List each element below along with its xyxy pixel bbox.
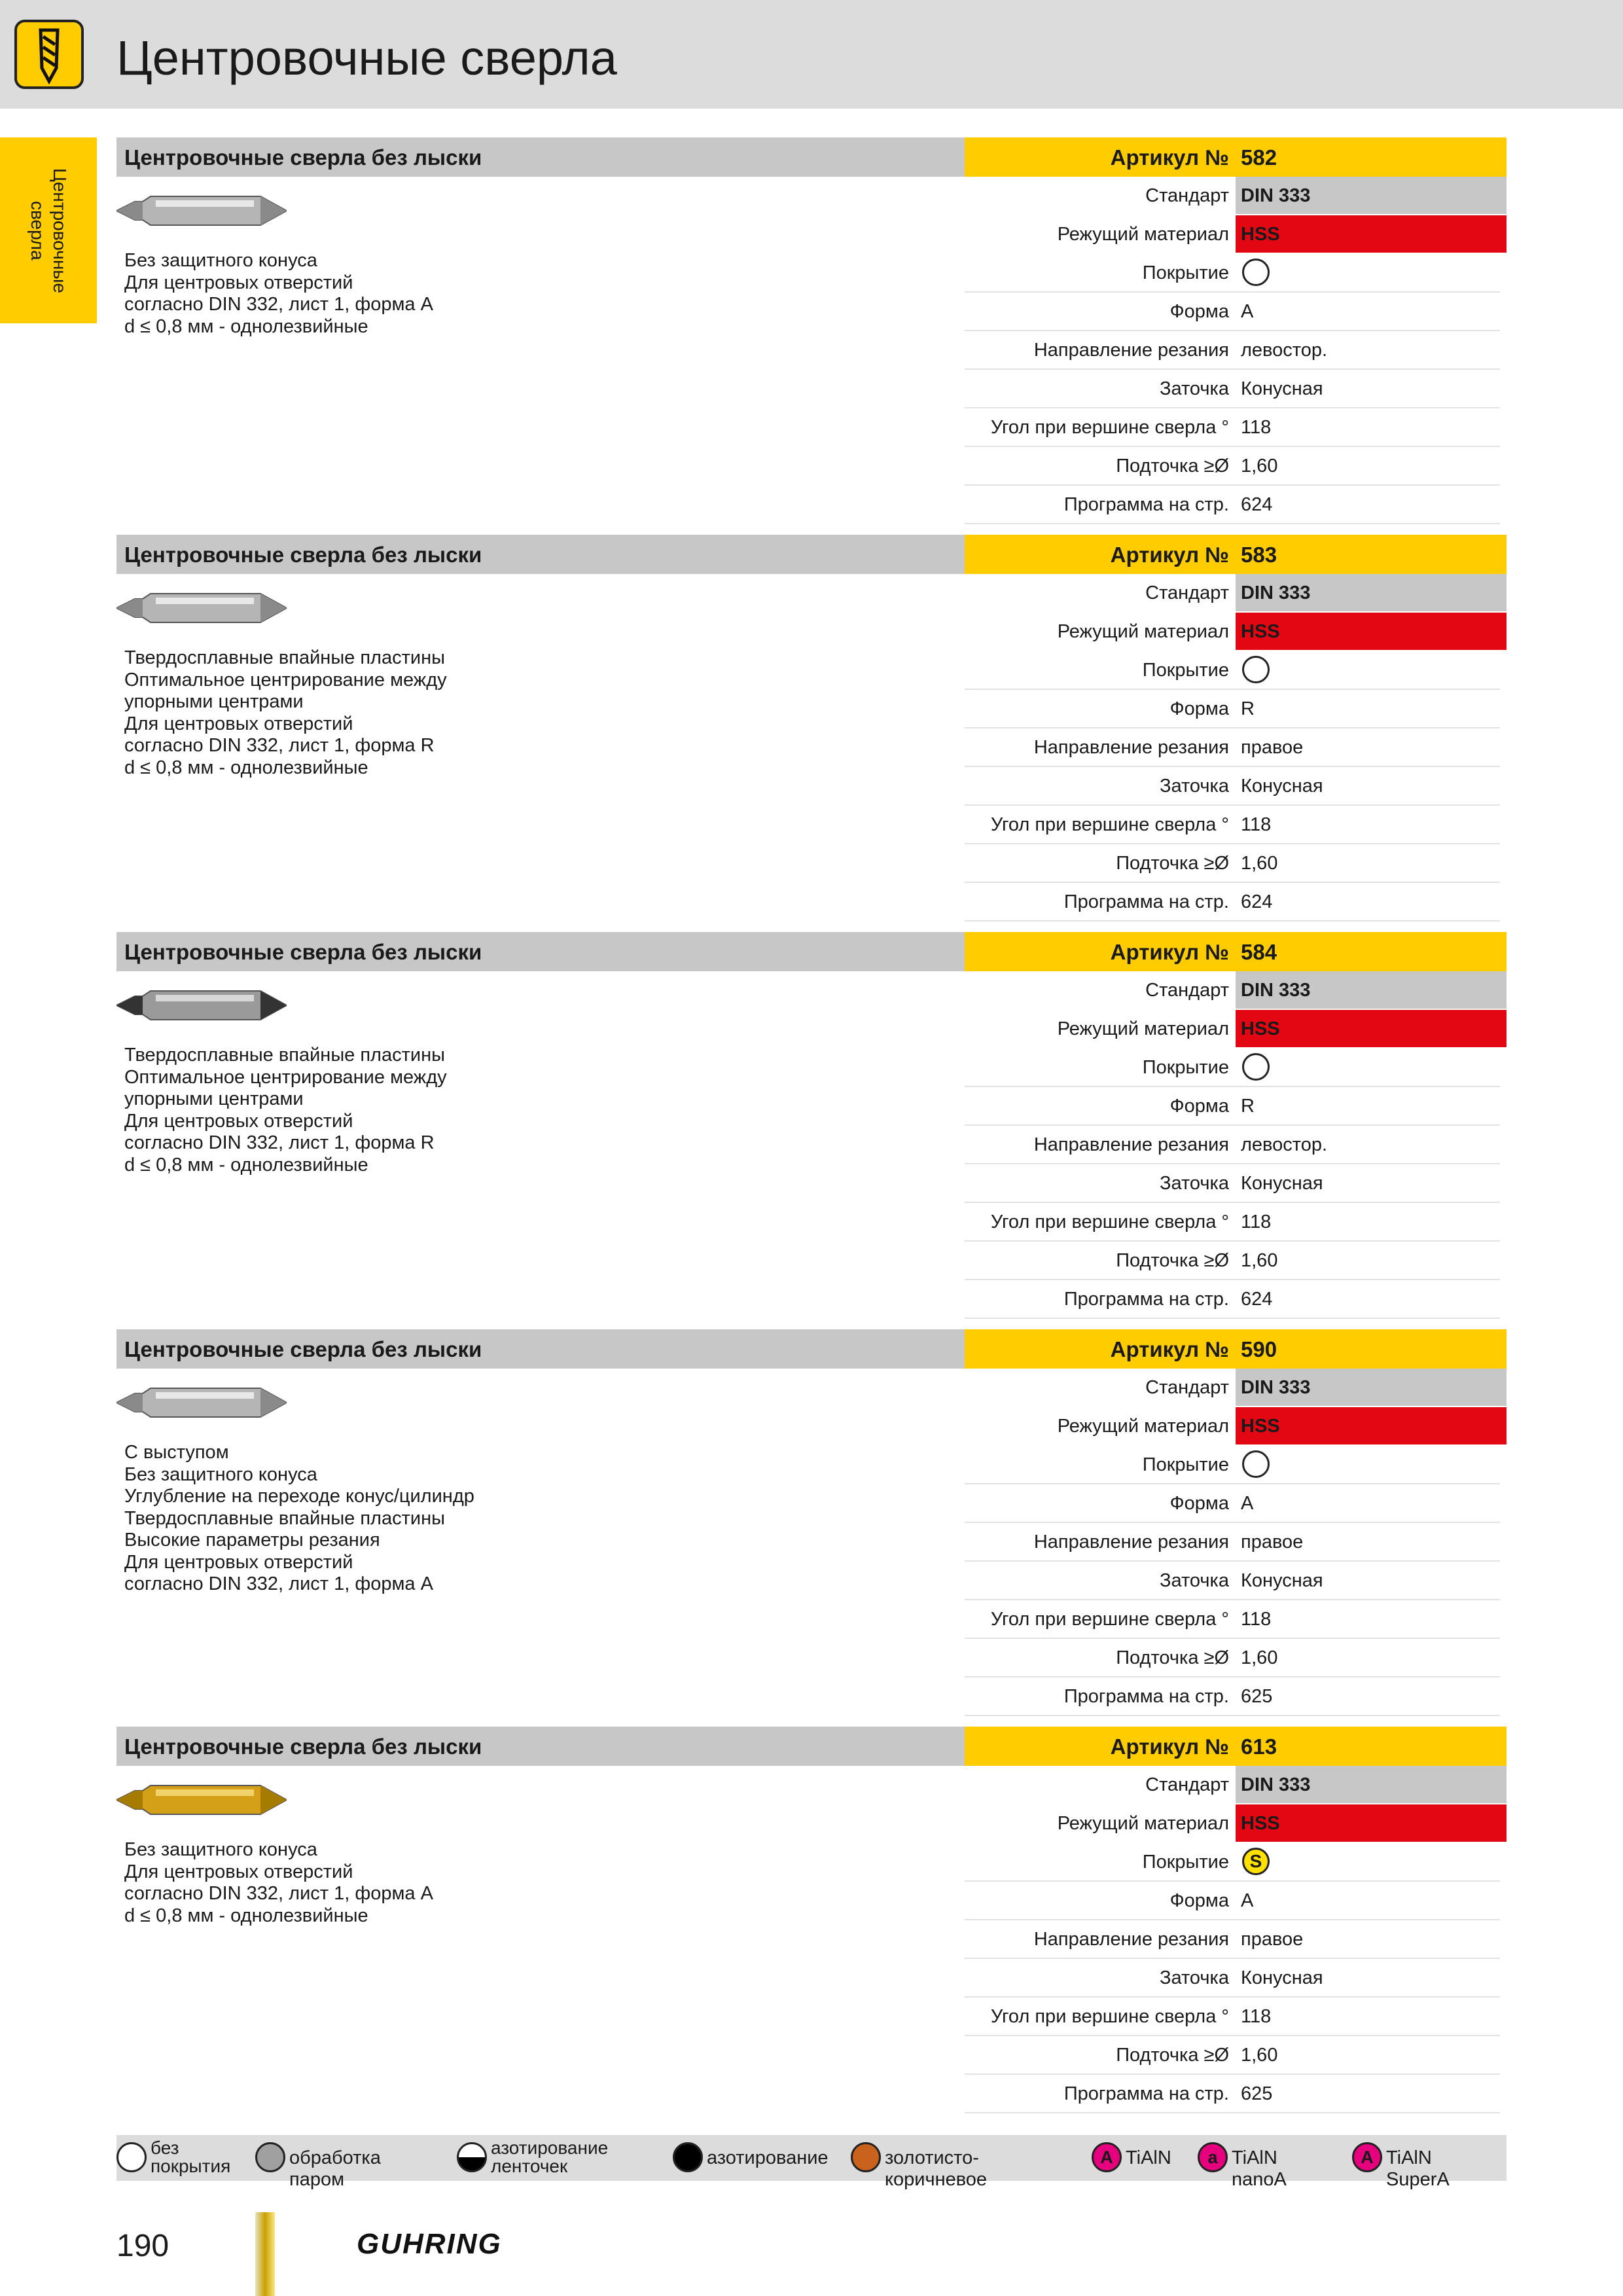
point-cell bbox=[1236, 1164, 1507, 1202]
standard-label: Стандарт bbox=[1145, 1774, 1229, 1795]
spec-row-form bbox=[965, 690, 1507, 728]
brown-circle-icon bbox=[851, 2142, 881, 2172]
angle-value: 118 bbox=[1241, 2006, 1272, 2027]
material-value: HSS bbox=[1241, 621, 1280, 642]
material-cell bbox=[1236, 1010, 1507, 1047]
form-value: A bbox=[1241, 1493, 1254, 1514]
description-line: Для центровых отверстий bbox=[124, 713, 353, 734]
section-header bbox=[116, 1329, 965, 1369]
spec-row-thinning bbox=[965, 1639, 1507, 1677]
page-number: 190 bbox=[116, 2229, 169, 2263]
spec-row-coating bbox=[965, 254, 1507, 293]
form-cell bbox=[1236, 1087, 1507, 1124]
description-line: согласно DIN 332, лист 1, форма А bbox=[124, 1883, 433, 1904]
angle-cell bbox=[1236, 1998, 1507, 2035]
program-label: Программа на стр. bbox=[1063, 494, 1229, 515]
empty-circle-icon bbox=[116, 2142, 147, 2172]
direction-value: правое bbox=[1241, 1929, 1304, 1950]
spec-row-thinning bbox=[965, 1242, 1507, 1280]
article-header bbox=[965, 1329, 1507, 1369]
tialn-nano-circle-icon bbox=[1198, 2142, 1228, 2172]
drill-image bbox=[116, 191, 287, 230]
row-divider bbox=[965, 920, 1500, 922]
standard-cell bbox=[1236, 1369, 1507, 1406]
spec-row-point bbox=[965, 1562, 1507, 1600]
thinning-value: 1,60 bbox=[1241, 1647, 1278, 1668]
direction-label: Направление резания bbox=[1033, 1929, 1229, 1950]
coating-label: Покрытие bbox=[1142, 262, 1229, 283]
drill-image bbox=[116, 1383, 287, 1422]
point-value: Конусная bbox=[1241, 1967, 1323, 1988]
section-title: Центровочные сверла без лыски bbox=[124, 543, 482, 567]
coating-cell bbox=[1236, 1049, 1507, 1086]
form-label: Форма bbox=[1169, 698, 1229, 719]
description-line: согласно DIN 332, лист 1, форма А bbox=[124, 294, 433, 315]
standard-label: Стандарт bbox=[1145, 1377, 1229, 1398]
material-label: Режущий материал bbox=[1057, 1018, 1229, 1039]
direction-cell bbox=[1236, 728, 1507, 766]
spec-row-direction bbox=[965, 1920, 1507, 1959]
legend-letter: A bbox=[1100, 2147, 1113, 2167]
product-section bbox=[116, 1727, 1507, 2124]
legend-letter: A bbox=[1361, 2147, 1374, 2167]
thinning-value: 1,60 bbox=[1241, 456, 1278, 476]
section-description bbox=[124, 1839, 910, 1927]
drill-image bbox=[116, 1780, 287, 1820]
angle-value: 118 bbox=[1241, 417, 1272, 438]
standard-label: Стандарт bbox=[1145, 185, 1229, 206]
direction-label: Направление резания bbox=[1033, 737, 1229, 758]
half-circle-icon bbox=[457, 2142, 487, 2172]
spec-row-angle bbox=[965, 1600, 1507, 1639]
article-label: Артикул № bbox=[1110, 1337, 1229, 1361]
thinning-cell bbox=[1236, 447, 1507, 484]
spec-row-program bbox=[965, 1280, 1507, 1319]
spec-row-thinning bbox=[965, 447, 1507, 486]
section-title: Центровочные сверла без лыски bbox=[124, 1337, 482, 1361]
article-number: 583 bbox=[1241, 543, 1277, 567]
point-label: Заточка bbox=[1159, 776, 1229, 797]
spec-row-point bbox=[965, 1164, 1507, 1203]
legend-label: азотирование ленточек bbox=[491, 2138, 609, 2176]
point-label: Заточка bbox=[1159, 1570, 1229, 1591]
drill-image bbox=[116, 588, 287, 628]
direction-cell bbox=[1236, 1523, 1507, 1560]
program-cell bbox=[1236, 1677, 1507, 1715]
spec-row-material bbox=[965, 613, 1507, 651]
thinning-cell bbox=[1236, 844, 1507, 882]
section-header bbox=[116, 137, 965, 177]
spec-row-standard bbox=[965, 1369, 1507, 1407]
uncoated-icon bbox=[1242, 656, 1270, 683]
spec-row-direction bbox=[965, 1126, 1507, 1164]
program-label: Программа на стр. bbox=[1063, 2083, 1229, 2104]
direction-label: Направление резания bbox=[1033, 340, 1229, 361]
standard-value: DIN 333 bbox=[1241, 1377, 1311, 1398]
thinning-cell bbox=[1236, 1639, 1507, 1676]
spec-row-direction bbox=[965, 331, 1507, 370]
article-header bbox=[965, 137, 1507, 177]
description-line: согласно DIN 332, лист 1, форма R bbox=[124, 1132, 435, 1153]
article-number: 613 bbox=[1241, 1734, 1277, 1759]
coating-label: Покрытие bbox=[1142, 1454, 1229, 1475]
spec-row-coating bbox=[965, 1843, 1507, 1882]
section-header bbox=[116, 535, 965, 574]
uncoated-icon bbox=[1242, 259, 1270, 286]
coating-s-icon: S bbox=[1242, 1848, 1270, 1875]
material-cell bbox=[1236, 1804, 1507, 1842]
thinning-value: 1,60 bbox=[1241, 1250, 1278, 1271]
coating-cell bbox=[1236, 254, 1507, 291]
angle-value: 118 bbox=[1241, 1211, 1272, 1232]
uncoated-icon bbox=[1242, 1053, 1270, 1081]
description-line: С выступом bbox=[124, 1442, 229, 1463]
spec-row-program bbox=[965, 486, 1507, 524]
point-value: Конусная bbox=[1241, 1173, 1323, 1194]
description-line: Без защитного конуса bbox=[124, 250, 317, 271]
thinning-label: Подточка ≥Ø bbox=[1116, 1647, 1229, 1668]
form-value: R bbox=[1241, 698, 1255, 719]
program-cell bbox=[1236, 1280, 1507, 1318]
description-line: d ≤ 0,8 мм - однолезвийные bbox=[124, 1905, 368, 1926]
material-value: HSS bbox=[1241, 1018, 1280, 1039]
article-header bbox=[965, 932, 1507, 971]
thinning-label: Подточка ≥Ø bbox=[1116, 853, 1229, 874]
spec-row-angle bbox=[965, 806, 1507, 844]
material-label: Режущий материал bbox=[1057, 1813, 1229, 1834]
material-cell bbox=[1236, 1407, 1507, 1444]
product-section bbox=[116, 137, 1507, 535]
point-label: Заточка bbox=[1159, 1967, 1229, 1988]
description-line: Оптимальное центрирование между bbox=[124, 669, 447, 691]
spec-row-form bbox=[965, 293, 1507, 331]
program-value: 625 bbox=[1241, 1686, 1273, 1707]
direction-cell bbox=[1236, 331, 1507, 368]
article-number: 582 bbox=[1241, 145, 1277, 170]
legend-label: TiAlN SuperA bbox=[1386, 2147, 1450, 2190]
material-value: HSS bbox=[1241, 1416, 1280, 1437]
form-value: R bbox=[1241, 1096, 1255, 1117]
description-line: Для центровых отверстий bbox=[124, 1110, 353, 1132]
form-cell bbox=[1236, 690, 1507, 727]
direction-value: правое bbox=[1241, 737, 1304, 758]
row-divider bbox=[965, 1318, 1500, 1319]
form-value: A bbox=[1241, 301, 1254, 322]
row-divider bbox=[965, 523, 1500, 524]
program-label: Программа на стр. bbox=[1063, 1686, 1229, 1707]
direction-label: Направление резания bbox=[1033, 1134, 1229, 1155]
spec-row-angle bbox=[965, 1998, 1507, 2036]
direction-cell bbox=[1236, 1920, 1507, 1958]
form-value: A bbox=[1241, 1890, 1254, 1911]
description-line: упорными центрами bbox=[124, 1088, 304, 1109]
coating-cell bbox=[1236, 1843, 1507, 1880]
material-label: Режущий материал bbox=[1057, 1416, 1229, 1437]
point-value: Конусная bbox=[1241, 776, 1323, 797]
point-value: Конусная bbox=[1241, 1570, 1323, 1591]
standard-cell bbox=[1236, 1766, 1507, 1803]
angle-cell bbox=[1236, 1600, 1507, 1638]
spec-row-material bbox=[965, 215, 1507, 254]
angle-label: Угол при вершине сверла ° bbox=[990, 814, 1229, 835]
section-title: Центровочные сверла без лыски bbox=[124, 145, 482, 170]
description-line: Углубление на переходе конус/цилиндр bbox=[124, 1486, 474, 1507]
program-value: 624 bbox=[1241, 494, 1273, 515]
description-line: Для центровых отверстий bbox=[124, 272, 353, 293]
spec-row-direction bbox=[965, 728, 1507, 767]
section-title: Центровочные сверла без лыски bbox=[124, 940, 482, 964]
standard-value: DIN 333 bbox=[1241, 185, 1311, 206]
material-cell bbox=[1236, 613, 1507, 650]
point-label: Заточка bbox=[1159, 1173, 1229, 1194]
description-line: согласно DIN 332, лист 1, форма R bbox=[124, 735, 435, 756]
section-header bbox=[116, 1727, 965, 1766]
direction-value: левостор. bbox=[1241, 340, 1328, 361]
description-line: Без защитного конуса bbox=[124, 1463, 317, 1485]
material-value: HSS bbox=[1241, 1813, 1280, 1834]
spec-row-standard bbox=[965, 971, 1507, 1010]
coating-cell bbox=[1236, 651, 1507, 689]
description-line: Без защитного конуса bbox=[124, 1839, 317, 1860]
coating-cell bbox=[1236, 1446, 1507, 1483]
description-line: Оптимальное центрирование между bbox=[124, 1066, 447, 1088]
form-label: Форма bbox=[1169, 1096, 1229, 1117]
thinning-value: 1,60 bbox=[1241, 2045, 1278, 2066]
standard-label: Стандарт bbox=[1145, 980, 1229, 1001]
page-title: Центровочные сверла bbox=[116, 31, 617, 85]
point-cell bbox=[1236, 370, 1507, 407]
spec-row-material bbox=[965, 1010, 1507, 1049]
product-section bbox=[116, 1329, 1507, 1727]
section-description bbox=[124, 1045, 910, 1176]
spec-row-point bbox=[965, 370, 1507, 408]
grey-circle-icon bbox=[255, 2142, 285, 2172]
spec-row-angle bbox=[965, 1203, 1507, 1242]
point-cell bbox=[1236, 767, 1507, 804]
material-cell bbox=[1236, 215, 1507, 253]
legend-label: обработка паром bbox=[289, 2147, 381, 2190]
spec-row-material bbox=[965, 1407, 1507, 1446]
program-value: 625 bbox=[1241, 2083, 1273, 2104]
form-label: Форма bbox=[1169, 1493, 1229, 1514]
direction-value: правое bbox=[1241, 1532, 1304, 1552]
description-line: Твердосплавные впайные пластины bbox=[124, 1045, 445, 1066]
spec-row-material bbox=[965, 1804, 1507, 1843]
article-label: Артикул № bbox=[1110, 1734, 1229, 1759]
program-label: Программа на стр. bbox=[1063, 891, 1229, 912]
angle-cell bbox=[1236, 1203, 1507, 1240]
section-header bbox=[116, 932, 965, 971]
spec-row-angle bbox=[965, 408, 1507, 447]
angle-label: Угол при вершине сверла ° bbox=[990, 1211, 1229, 1232]
spec-row-standard bbox=[965, 1766, 1507, 1804]
legend-label: TiAlN nanoA bbox=[1232, 2147, 1287, 2190]
legend-letter: a bbox=[1207, 2147, 1218, 2167]
spec-row-form bbox=[965, 1882, 1507, 1920]
standard-cell bbox=[1236, 574, 1507, 611]
section-description bbox=[124, 250, 910, 338]
point-label: Заточка bbox=[1159, 378, 1229, 399]
article-header bbox=[965, 1727, 1507, 1766]
drill-image bbox=[116, 986, 287, 1025]
coating-label: Покрытие bbox=[1142, 660, 1229, 681]
form-label: Форма bbox=[1169, 1890, 1229, 1911]
description-line: d ≤ 0,8 мм - однолезвийные bbox=[124, 757, 368, 778]
direction-cell bbox=[1236, 1126, 1507, 1163]
article-number: 584 bbox=[1241, 940, 1277, 964]
standard-cell bbox=[1236, 177, 1507, 214]
product-section bbox=[116, 535, 1507, 932]
spec-row-direction bbox=[965, 1523, 1507, 1562]
spec-row-coating bbox=[965, 1049, 1507, 1087]
description-line: согласно DIN 332, лист 1, форма А bbox=[124, 1573, 433, 1594]
article-label: Артикул № bbox=[1110, 940, 1229, 964]
spec-row-program bbox=[965, 1677, 1507, 1716]
description-line: Высокие параметры резания bbox=[124, 1530, 380, 1551]
description-line: Для центровых отверстий bbox=[124, 1551, 353, 1573]
description-line: d ≤ 0,8 мм - однолезвийные bbox=[124, 315, 368, 337]
thinning-label: Подточка ≥Ø bbox=[1116, 1250, 1229, 1271]
spec-row-thinning bbox=[965, 2036, 1507, 2075]
direction-label: Направление резания bbox=[1033, 1532, 1229, 1552]
angle-label: Угол при вершине сверла ° bbox=[990, 1609, 1229, 1630]
thinning-label: Подточка ≥Ø bbox=[1116, 2045, 1229, 2066]
article-label: Артикул № bbox=[1110, 543, 1229, 567]
legend-label: золотисто-коричневое bbox=[885, 2147, 988, 2190]
angle-value: 118 bbox=[1241, 1609, 1272, 1630]
description-line: Для центровых отверстий bbox=[124, 1861, 353, 1882]
spec-row-coating bbox=[965, 1446, 1507, 1484]
uncoated-icon bbox=[1242, 1450, 1270, 1478]
footer-decor-bar bbox=[255, 2212, 275, 2296]
row-divider bbox=[965, 1715, 1500, 1716]
legend-label: TiAlN bbox=[1126, 2147, 1171, 2168]
direction-value: левостор. bbox=[1241, 1134, 1328, 1155]
row-divider bbox=[965, 2112, 1500, 2113]
point-cell bbox=[1236, 1562, 1507, 1599]
spec-row-thinning bbox=[965, 844, 1507, 883]
program-cell bbox=[1236, 883, 1507, 920]
coating-label: Покрытие bbox=[1142, 1852, 1229, 1873]
standard-cell bbox=[1236, 971, 1507, 1009]
thinning-value: 1,60 bbox=[1241, 853, 1278, 874]
form-label: Форма bbox=[1169, 301, 1229, 322]
angle-cell bbox=[1236, 806, 1507, 843]
section-description bbox=[124, 647, 910, 779]
standard-value: DIN 333 bbox=[1241, 583, 1311, 603]
form-cell bbox=[1236, 293, 1507, 330]
description-line: упорными центрами bbox=[124, 691, 304, 712]
article-label: Артикул № bbox=[1110, 145, 1229, 170]
brand-logo: GUHRING bbox=[357, 2228, 502, 2260]
spec-row-point bbox=[965, 1959, 1507, 1998]
spec-row-standard bbox=[965, 177, 1507, 215]
angle-value: 118 bbox=[1241, 814, 1272, 835]
point-value: Конусная bbox=[1241, 378, 1323, 399]
point-cell bbox=[1236, 1959, 1507, 1996]
tialn-circle-icon bbox=[1092, 2142, 1122, 2172]
spec-row-program bbox=[965, 883, 1507, 922]
article-number: 590 bbox=[1241, 1337, 1277, 1361]
thinning-label: Подточка ≥Ø bbox=[1116, 456, 1229, 476]
drill-category-icon bbox=[14, 20, 84, 89]
form-cell bbox=[1236, 1882, 1507, 1919]
legend-label: азотирование bbox=[707, 2147, 829, 2168]
form-cell bbox=[1236, 1484, 1507, 1522]
spec-row-form bbox=[965, 1087, 1507, 1126]
angle-cell bbox=[1236, 408, 1507, 446]
black-circle-icon bbox=[673, 2142, 703, 2172]
standard-label: Стандарт bbox=[1145, 583, 1229, 603]
product-section bbox=[116, 932, 1507, 1329]
thinning-cell bbox=[1236, 2036, 1507, 2073]
angle-label: Угол при вершине сверла ° bbox=[990, 417, 1229, 438]
coating-legend bbox=[116, 2135, 1507, 2190]
angle-label: Угол при вершине сверла ° bbox=[990, 2006, 1229, 2027]
spec-row-standard bbox=[965, 574, 1507, 613]
material-label: Режущий материал bbox=[1057, 224, 1229, 245]
side-tab[interactable] bbox=[0, 137, 97, 323]
spec-row-program bbox=[965, 2075, 1507, 2113]
spec-row-point bbox=[965, 767, 1507, 806]
tialn-super-circle-icon bbox=[1352, 2142, 1382, 2172]
program-label: Программа на стр. bbox=[1063, 1289, 1229, 1310]
description-line: Твердосплавные впайные пластины bbox=[124, 1507, 445, 1529]
description-line: Твердосплавные впайные пластины bbox=[124, 647, 445, 668]
program-value: 624 bbox=[1241, 1289, 1273, 1310]
side-tab-label: Центровочные сверла bbox=[27, 168, 70, 293]
article-header bbox=[965, 535, 1507, 574]
material-label: Режущий материал bbox=[1057, 621, 1229, 642]
standard-value: DIN 333 bbox=[1241, 1774, 1311, 1795]
section-title: Центровочные сверла без лыски bbox=[124, 1734, 482, 1759]
material-value: HSS bbox=[1241, 224, 1280, 245]
section-description bbox=[124, 1442, 910, 1596]
program-cell bbox=[1236, 486, 1507, 523]
program-cell bbox=[1236, 2075, 1507, 2112]
thinning-cell bbox=[1236, 1242, 1507, 1279]
spec-row-form bbox=[965, 1484, 1507, 1523]
top-bar bbox=[0, 0, 1623, 109]
spec-row-coating bbox=[965, 651, 1507, 690]
coating-label: Покрытие bbox=[1142, 1057, 1229, 1078]
standard-value: DIN 333 bbox=[1241, 980, 1311, 1001]
description-line: d ≤ 0,8 мм - однолезвийные bbox=[124, 1154, 368, 1175]
legend-label: без покрытия bbox=[151, 2138, 231, 2176]
program-value: 624 bbox=[1241, 891, 1273, 912]
